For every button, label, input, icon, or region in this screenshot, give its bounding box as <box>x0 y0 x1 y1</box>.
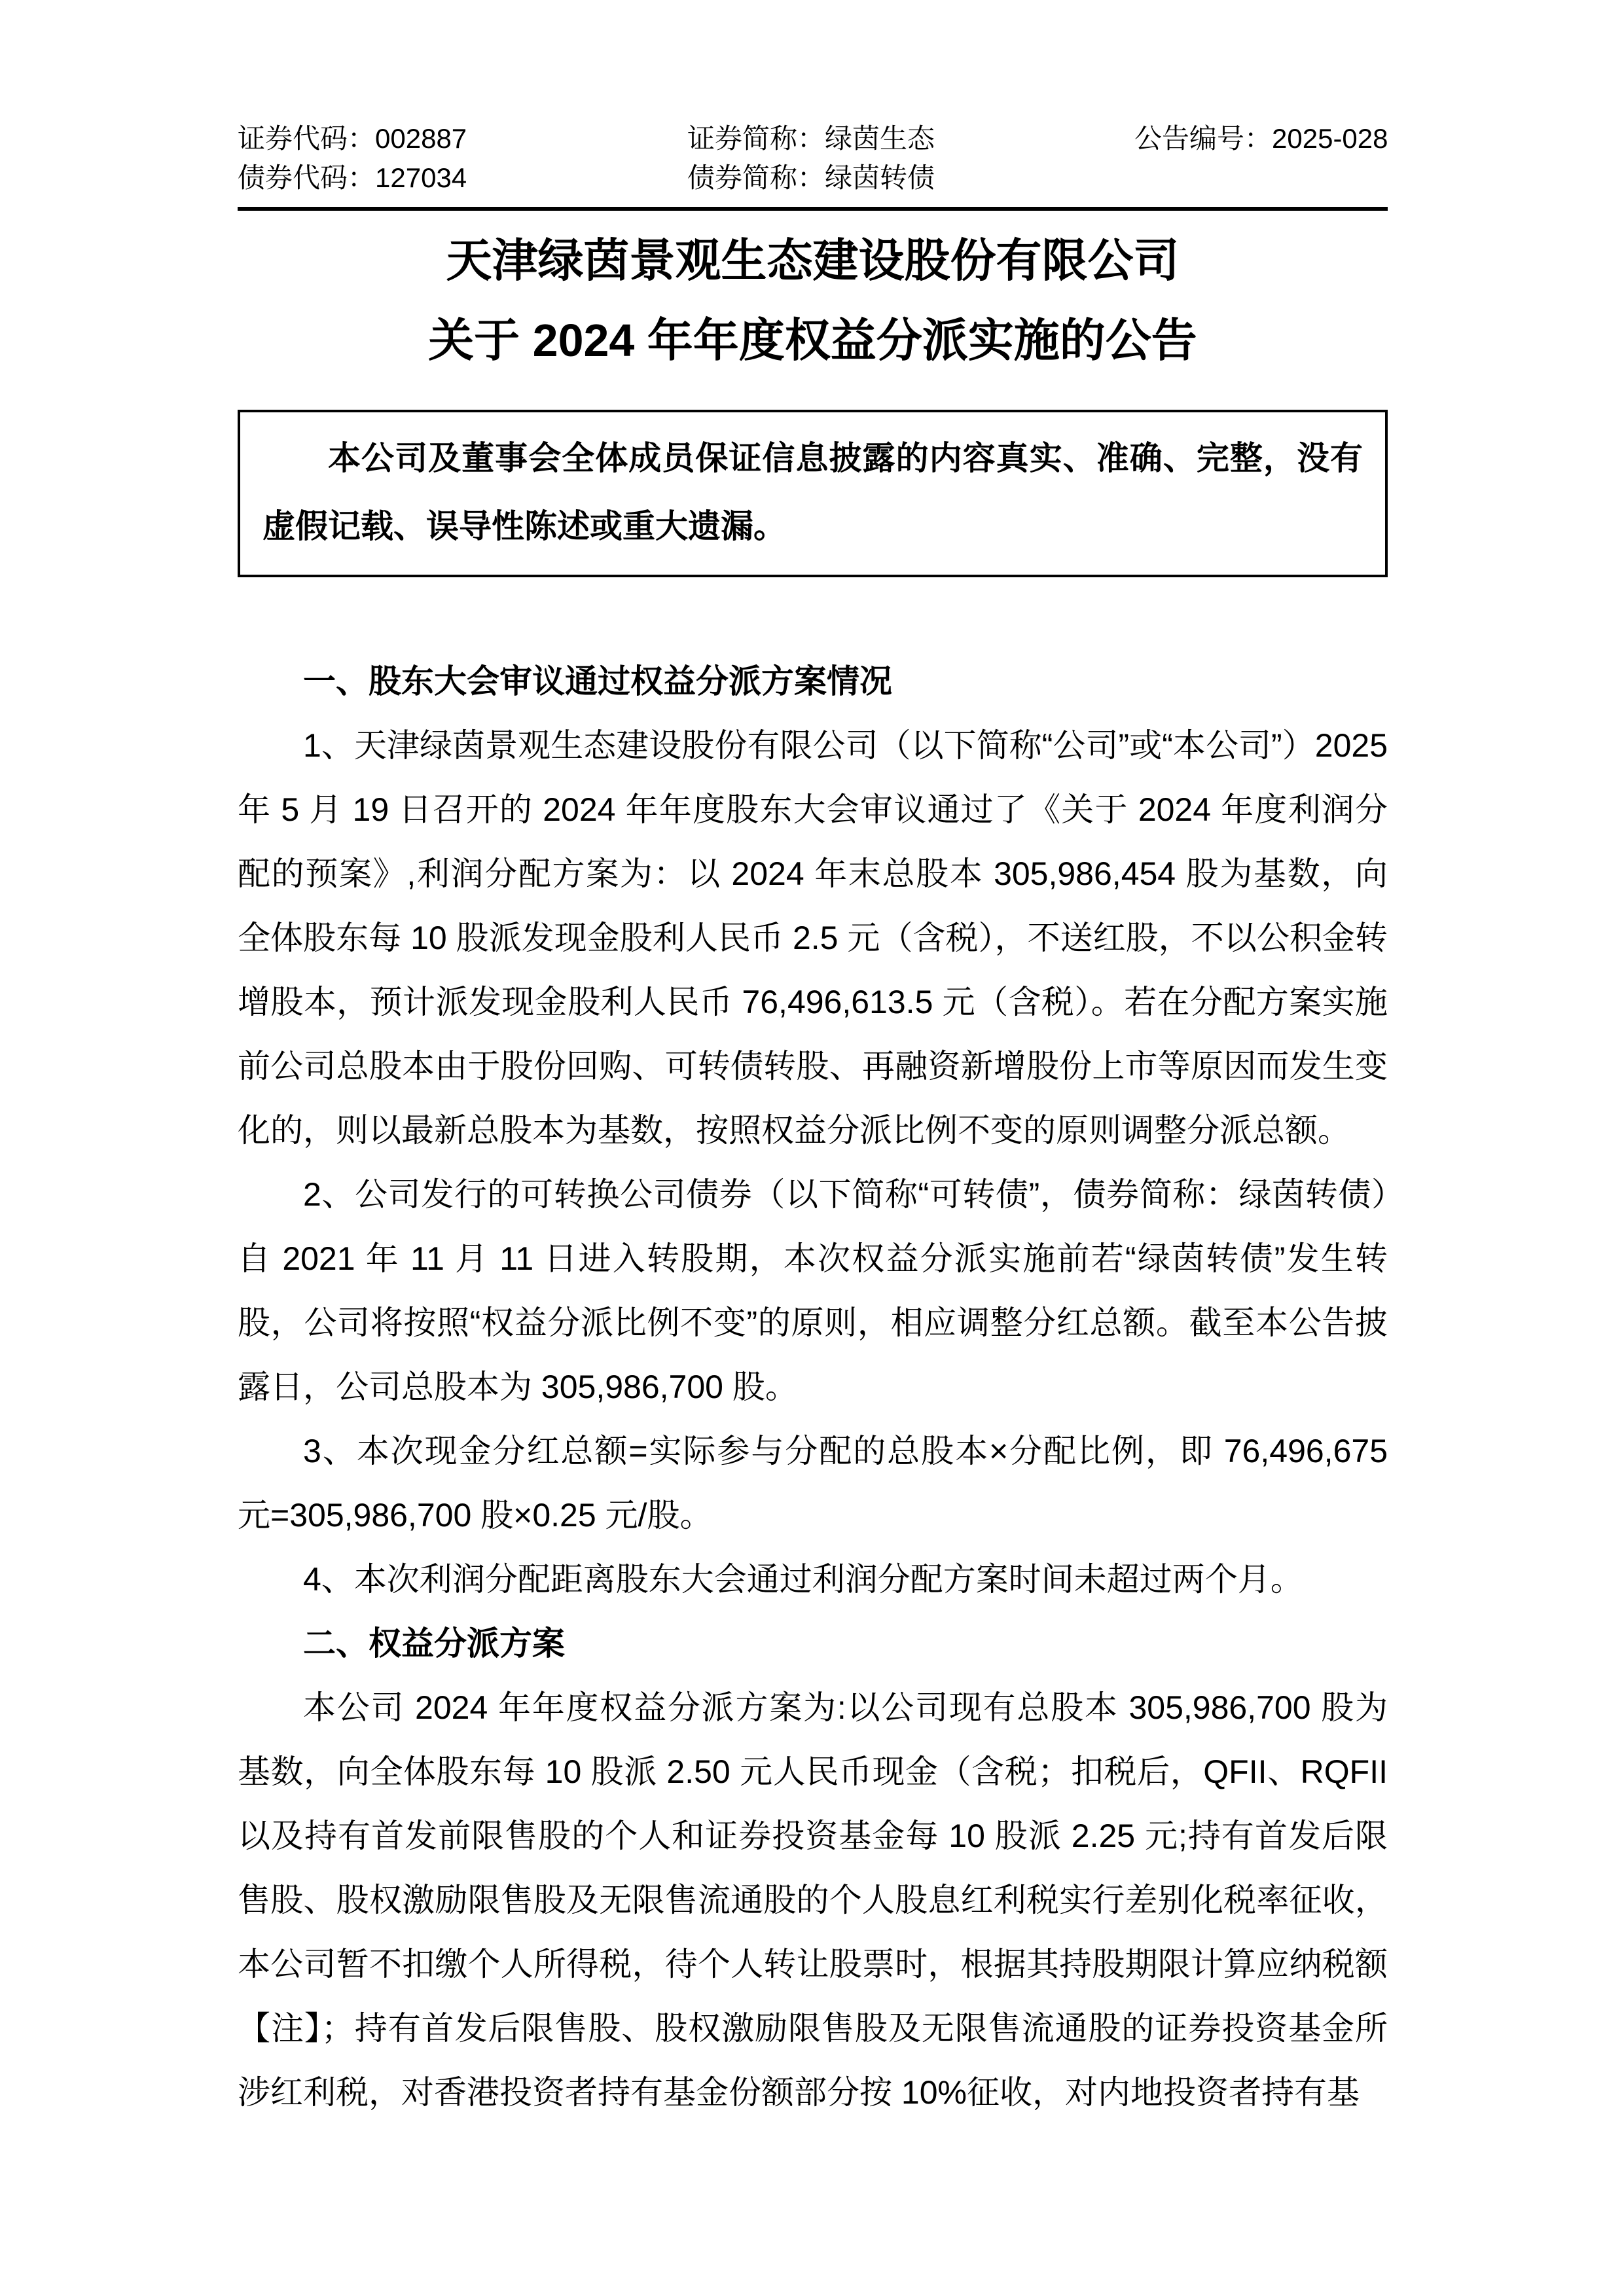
announcement-number-label: 公告编号： <box>1134 123 1272 154</box>
stock-code <box>238 119 687 158</box>
document-header <box>238 119 1388 198</box>
section-2-paragraph-1: 本公司 2024 年年度权益分派方案为:以公司现有总股本 305,986,700 股为基数，向全体股东每 10 股派 2.50 元人民币现金（含税；扣税后，QFII、RQFII 以及持有首发前限售股的个人和证券投资基金每 10 股派 2.25 元;持有首发后限售股、股权激励限售股及无限售流通股的个人股息红利税实行差别化税率征收，本公司暂不扣缴个人所得税，待个人转让股票时，根据其持股期限计算应纳税额【注】；持有首发后限售股、股权激励限售股及无限售流通股的证券投资基金所涉红利税，对香港投资者持有基金份额部分按 10%征收，对内地投资者持有基 <box>238 1689 1388 2111</box>
header-row-1 <box>238 119 1388 158</box>
bond-abbr-label: 债券简称： <box>687 162 825 193</box>
bond-abbr <box>687 158 1134 198</box>
section-1-paragraph-3: 3、本次现金分红总额=实际参与分配的总股本×分配比例，即 76,496,675 元=305,986,700 股×0.25 元/股。 <box>238 1433 1388 1534</box>
header-row-2-spacer <box>1134 158 1388 198</box>
stock-code-value: 002887 <box>375 123 467 154</box>
header-divider-rule <box>238 207 1388 211</box>
header-row-2 <box>238 158 1388 198</box>
stock-code-label: 证券代码： <box>238 123 376 154</box>
announcement-number-value: 2025-028 <box>1272 123 1388 154</box>
section-1-paragraph-2: 2、公司发行的可转换公司债券（以下简称“可转债”，债券简称：绿茵转债）自 2021 年 11 月 11 日进入转股期，本次权益分派实施前若“绿茵转债”发生转股，公司将按照“权益分派比例不变”的原则，相应调整分红总额。截至本公告披露日，公司总股本为 305,986,700 股。 <box>238 1176 1388 1405</box>
announcement-title: 关于 2024 年年度权益分派实施的公告 <box>428 315 1197 366</box>
stock-abbr-label: 证券简称： <box>687 123 825 154</box>
section-1-heading: 一、股东大会审议通过权益分派方案情况 <box>303 663 892 700</box>
bond-code <box>238 158 687 198</box>
disclaimer-text: 本公司及董事会全体成员保证信息披露的内容真实、准确、完整，没有虚假记载、误导性陈述或重大遗漏。 <box>262 440 1363 545</box>
stock-abbr <box>687 119 1134 158</box>
announcement-number <box>1134 119 1388 158</box>
section-1-paragraph-4: 4、本次利润分配距离股东大会通过利润分配方案时间未超过两个月。 <box>303 1561 1303 1598</box>
section-2-heading: 二、权益分派方案 <box>303 1625 565 1662</box>
bond-code-value: 127034 <box>375 162 467 193</box>
document-body <box>238 649 1388 2125</box>
section-1-paragraph-1: 1、天津绿茵景观生态建设股份有限公司（以下简称“公司”或“本公司”）2025 年 5 月 19 日召开的 2024 年年度股东大会审议通过了《关于 2024 年度利润分配的预案》,利润分配方案为：以 2024 年末总股本 305,986,454 股为基数，向全体股东每 10 股派发现金股利人民币 2.5 元（含税），不送红股，不以公积金转增股本，预计派发现金股利人民币 76,496,613.5 元（含税）。若在分配方案实施前公司总股本由于股份回购、可转债转股、再融资新增股份上市等原因而发生变化的，则以最新总股本为基数，按照权益分派比例不变的原则调整分派总额。 <box>238 727 1388 1149</box>
bond-code-label: 债券代码： <box>238 162 376 193</box>
stock-abbr-value: 绿茵生态 <box>825 123 935 154</box>
company-title: 天津绿茵景观生态建设股份有限公司 <box>446 235 1180 286</box>
bond-abbr-value: 绿茵转债 <box>825 162 935 193</box>
disclaimer-box <box>238 410 1388 577</box>
